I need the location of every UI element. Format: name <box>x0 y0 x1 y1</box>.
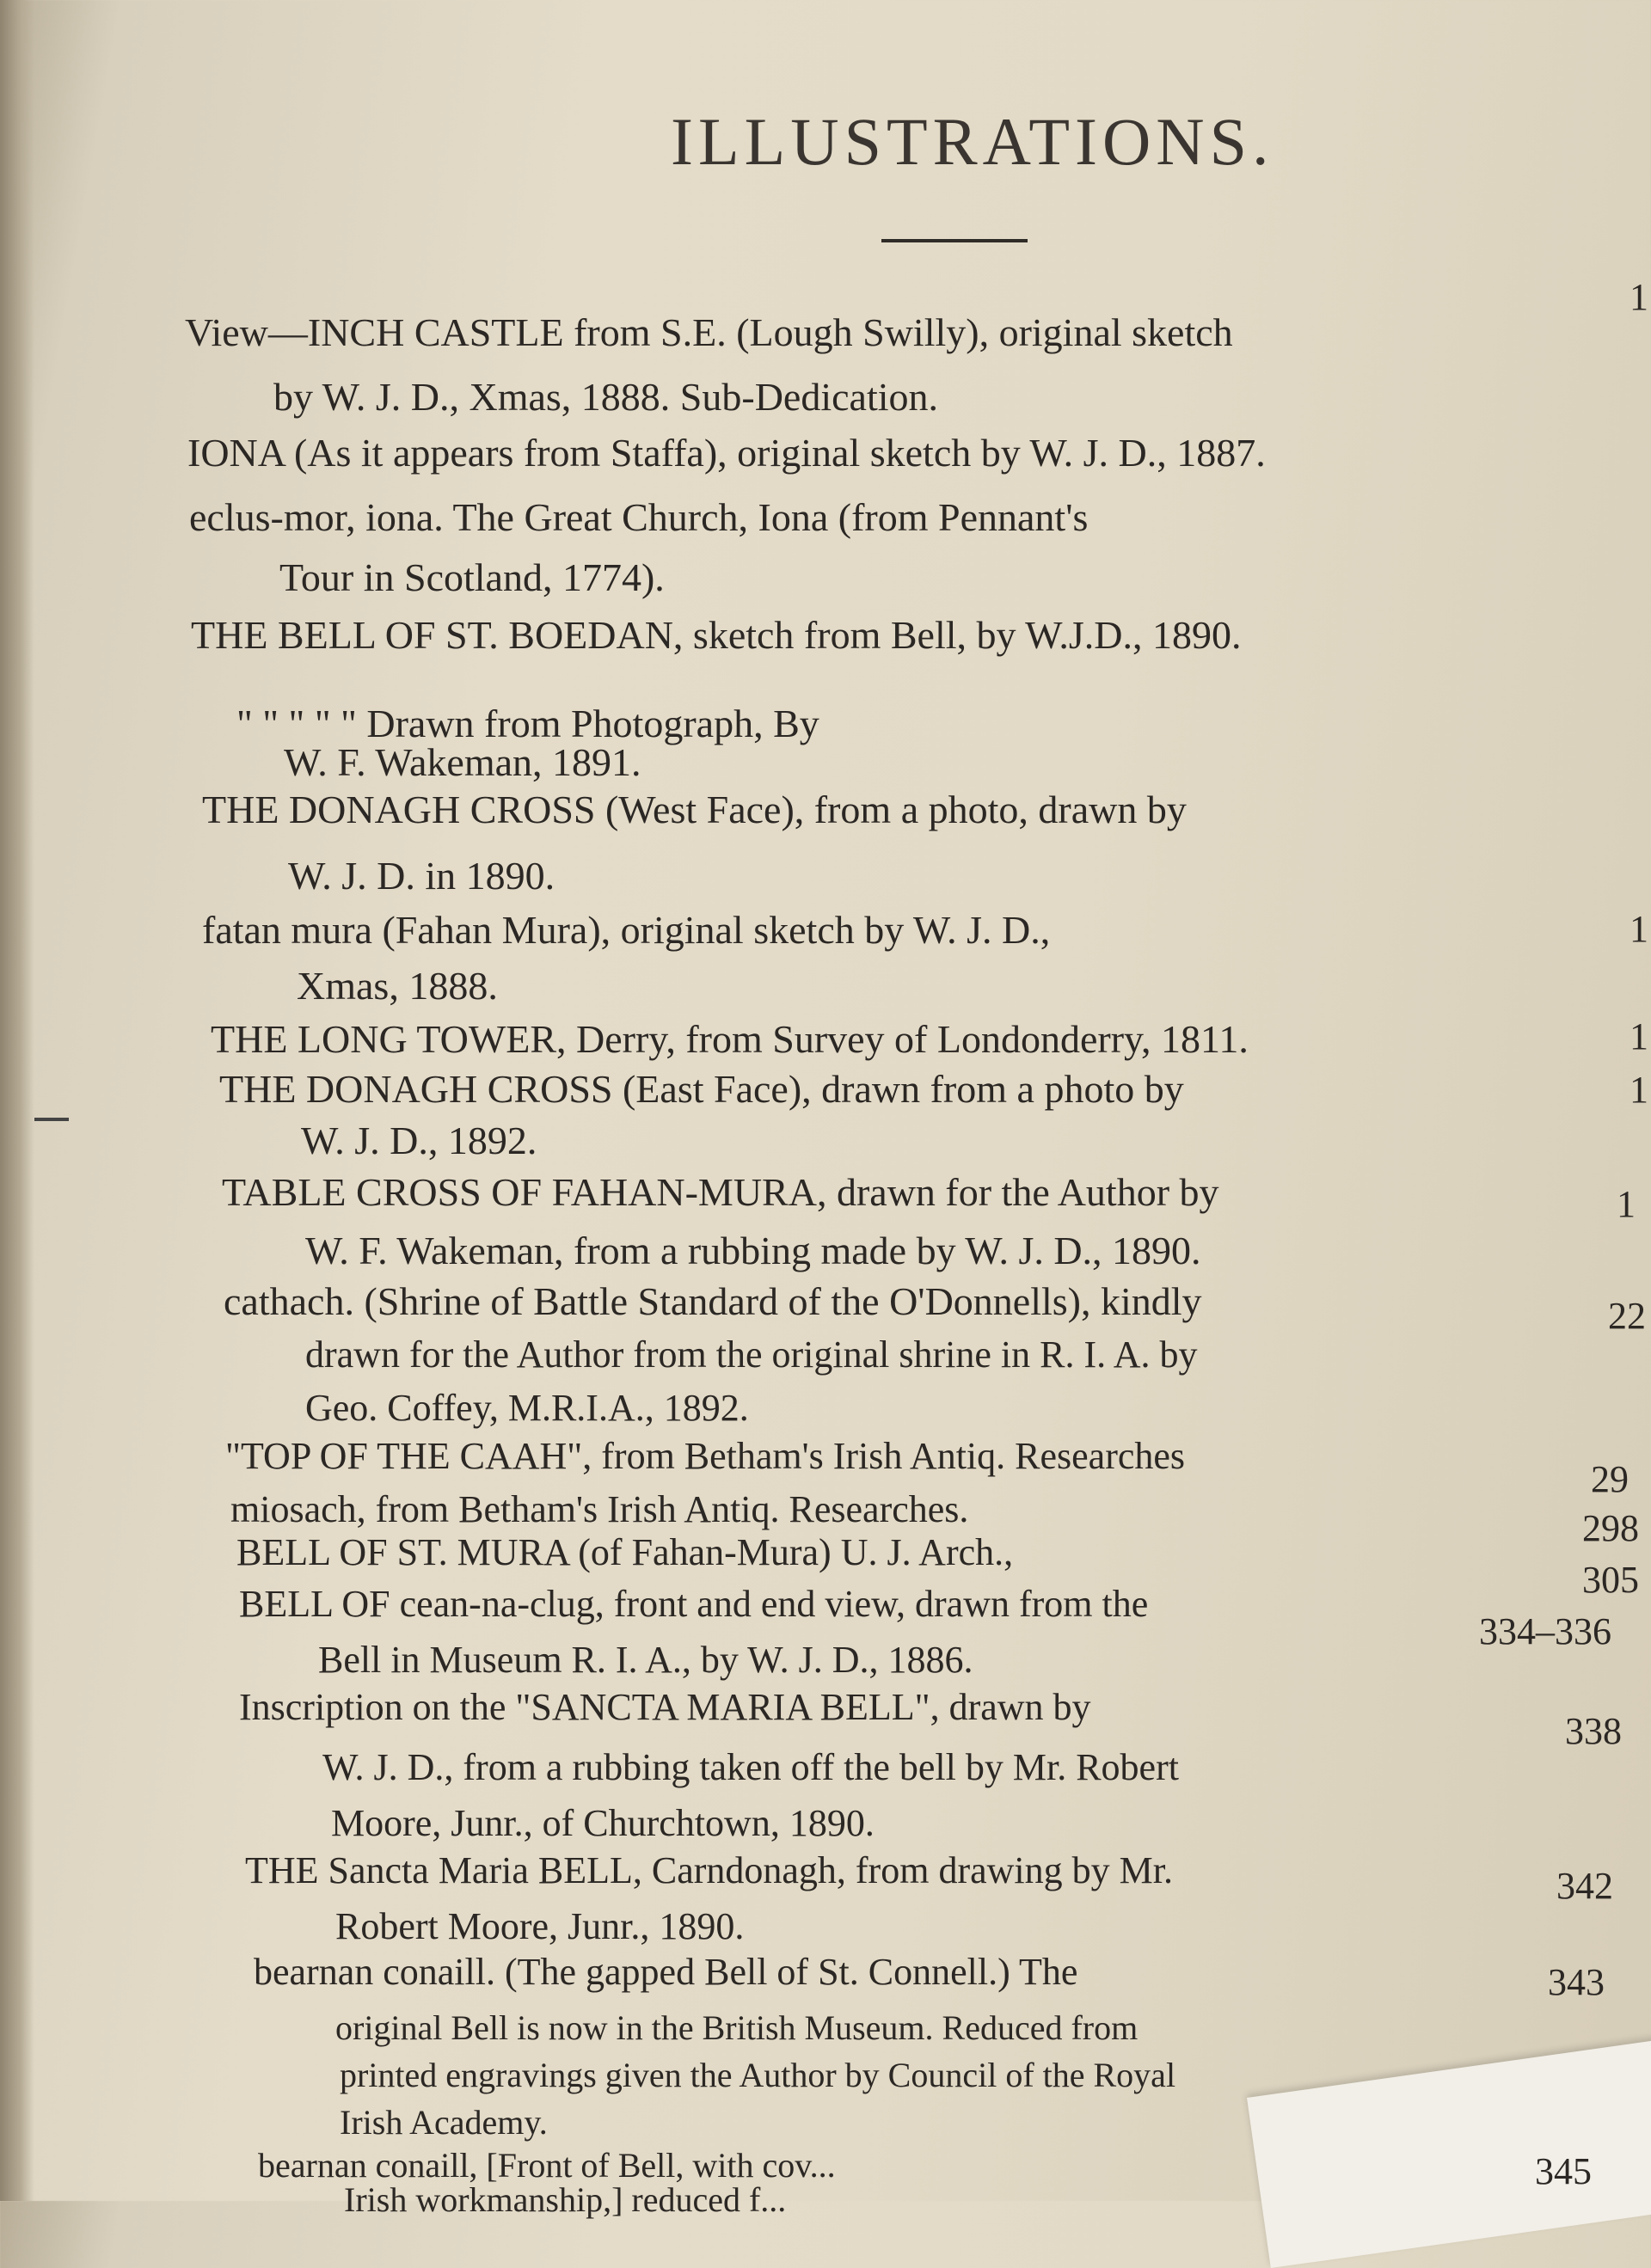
entry-line: Tour in Scotland, 1774). <box>279 555 665 599</box>
entry-line: THE BELL OF ST. BOEDAN, sketch from Bell, by W.J.D., 1890. <box>191 613 1242 657</box>
entry-line: miosach, from Betham's Irish Antiq. Researches. <box>230 1488 969 1530</box>
entry-line: " " " " " Drawn from Photograph, By <box>236 702 819 745</box>
entry-line: W. J. D., 1892. <box>301 1119 537 1162</box>
entry-line: drawn for the Author from the original shrine in R. I. A. by <box>305 1333 1198 1376</box>
entry-line: BELL OF ST. MURA (of Fahan-Mura) U. J. Arch., <box>236 1531 1014 1573</box>
entry-line: W. J. D., from a rubbing taken off the bell by Mr. Robert <box>322 1746 1179 1788</box>
page-number: 298 <box>1582 1507 1639 1549</box>
entry-line: bearnan conaill, [Front of Bell, with cov... <box>258 2146 836 2185</box>
entry-line: IONA (As it appears from Staffa), original sketch by W. J. D., 1887. <box>187 431 1266 475</box>
page-number: 338 <box>1565 1710 1622 1752</box>
entry-line: bearnan conaill. (The gapped Bell of St. Connell.) The <box>254 1951 1078 1993</box>
page-number: 1 <box>1630 908 1648 950</box>
page-gutter <box>0 0 34 2201</box>
entry-line: View—INCH CASTLE from S.E. (Lough Swilly), original sketch <box>185 310 1233 354</box>
title-rule <box>881 239 1028 242</box>
page-number: 305 <box>1582 1559 1639 1601</box>
entry-line: BELL OF cean-na-clug, front and end view, drawn from the <box>239 1583 1149 1625</box>
entry-line: fatan mura (Fahan Mura), original sketch by W. J. D., <box>202 908 1051 952</box>
entry-line: W. F. Wakeman, 1891. <box>284 740 641 784</box>
entry-line: cathach. (Shrine of Battle Standard of the O'Donnells), kindly <box>224 1279 1202 1323</box>
entry-line: Irish Academy. <box>340 2103 548 2142</box>
entry-line: eclus-mor, iona. The Great Church, Iona (from Pennant's <box>189 495 1089 539</box>
entry-line: Irish workmanship,] reduced f... <box>344 2180 787 2219</box>
entry-line: by W. J. D., Xmas, 1888. Sub-Dedication. <box>273 375 939 419</box>
entry-line: Xmas, 1888. <box>297 964 498 1008</box>
entry-line: Bell in Museum R. I. A., by W. J. D., 1886. <box>318 1639 973 1681</box>
page-number: 342 <box>1556 1865 1613 1907</box>
entry-line: W. F. Wakeman, from a rubbing made by W. J. D., 1890. <box>305 1229 1201 1272</box>
entry-line: Moore, Junr., of Churchtown, 1890. <box>331 1802 875 1844</box>
entry-line: W. J. D. in 1890. <box>288 854 555 898</box>
page-number: 345 <box>1535 2150 1592 2192</box>
entry-line: TABLE CROSS OF FAHAN-MURA, drawn for the Author by <box>222 1170 1219 1214</box>
margin-mark <box>34 1118 69 1121</box>
entry-line: Robert Moore, Junr., 1890. <box>335 1905 745 1947</box>
page-number: 1 <box>1630 1015 1648 1057</box>
entry-line: Inscription on the "SANCTA MARIA BELL", drawn by <box>239 1686 1091 1728</box>
page-number: 1 <box>1630 276 1648 318</box>
entry-line: "TOP OF THE CAAH", from Betham's Irish Antiq. Researches <box>225 1435 1186 1477</box>
entry-line: THE Sancta Maria BELL, Carndonagh, from drawing by Mr. <box>245 1849 1173 1891</box>
page-number: 22 <box>1608 1295 1646 1337</box>
entry-line: Geo. Coffey, M.R.I.A., 1892. <box>305 1387 749 1429</box>
page-number: 29 <box>1591 1458 1629 1500</box>
entry-line: THE DONAGH CROSS (East Face), drawn from a photo by <box>219 1067 1184 1111</box>
page-number: 1 <box>1630 1069 1648 1111</box>
entry-line: printed engravings given the Author by Council of the Royal <box>340 2056 1176 2094</box>
overlapping-paper <box>1247 2014 1651 2268</box>
entry-line: THE LONG TOWER, Derry, from Survey of Londonderry, 1811. <box>211 1017 1249 1061</box>
entry-line: THE DONAGH CROSS (West Face), from a photo, drawn by <box>202 788 1187 831</box>
page-number: 334–336 <box>1479 1610 1611 1652</box>
page-title: ILLUSTRATIONS. <box>671 104 1274 179</box>
entry-line: original Bell is now in the British Museum. Reduced from <box>335 2008 1139 2047</box>
page-number: 343 <box>1548 1961 1605 2003</box>
page-number: 1 <box>1617 1183 1636 1225</box>
